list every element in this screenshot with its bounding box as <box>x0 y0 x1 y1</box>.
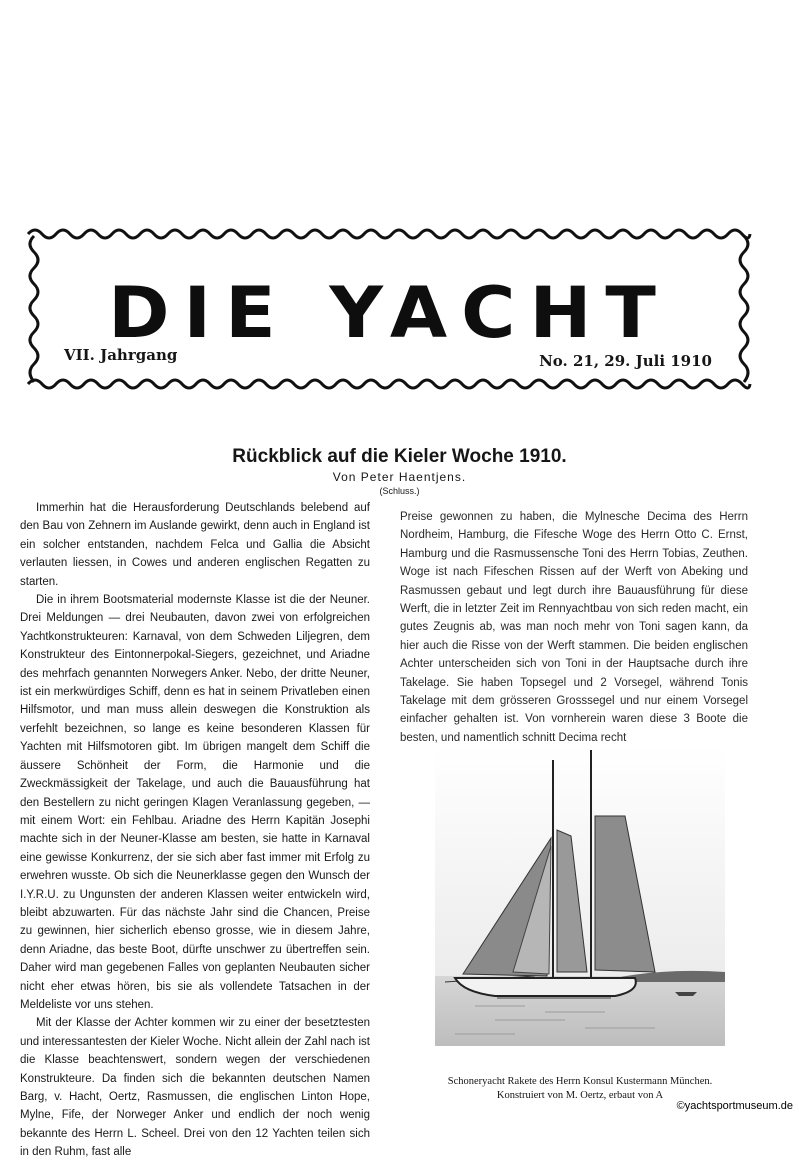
article-note: (Schluss.) <box>379 486 420 496</box>
watermark: ©yachtsportmuseum.de <box>676 1100 793 1112</box>
schooner-photo <box>435 746 725 1046</box>
paragraph: Preise gewonnen zu haben, die Mylnesche Decima des Herrn Nordheim, Hamburg, die Fifesche Woge des Herrn Otto C. Ernst, Hamburg und die Rasmussensche Toni des Herrn Tobias, Zeuthen. Woge ist nach Fifeschen Rissen auf der Werft von Abeking und Rasmussen gebaut und legt durch ihre Bauausführung für diese Werft, die in letzter Zeit im Rennyachtbau von sich reden macht, ein gutes Zeugnis ab, was man noch mehr von Toni sagen kann, da hier auch die Risse von der Werft stammen. Die beiden englischen Achter unterscheiden sich von Toni in der Hauptsache durch ihre Takelage. Sie haben Topsegel und 2 Vorsegel, während Tonis Takelage mit dem grösseren Grosssegel und nur einem Vorsegel einfacher gehalten ist. Von vornherein waren diese 3 Boote die besten, und namentlich schnitt Decima recht <box>400 511 748 744</box>
photo-caption-credit: Konstruiert von M. Oertz, erbaut von A <box>496 1090 664 1101</box>
masthead <box>26 224 752 394</box>
volume-label: VII. Jahrgang <box>64 346 178 364</box>
paragraph: Mit der Klasse der Achter kommen wir zu einer der besetztesten und interessantesten der Kieler Woche. Nicht allein der Zahl nach ist die Klasse beachtenswert, sondern wegen der verschiedenen Konstrukteure. Da finden sich die bekannten deutschen Namen Barg, v. Hacht, Oertz, Rasmussen, die englischen Linton Hope, Mylne, Fife, der Norweger Anker und endlich der noch wenig bekannte des Herrn L. Scheel. Drei von den 12 Yachten teilen sich in den Ruhm, fast alle <box>20 1017 370 1159</box>
article-title: Rückblick auf die Kieler Woche 1910. <box>232 446 567 467</box>
article-author: Von Peter Haentjens. <box>332 470 467 484</box>
paragraph: Immerhin hat die Herausforderung Deutschlands belebend auf den Bau von Zehnern im Auslande gewirkt, denn auch in England ist ein solcher entstanden, nachdem Felca und Gallia die Absicht verlauten liessen, in Cowes und anderen englischen Regatten zu starten. <box>20 502 370 588</box>
right-column <box>400 508 748 747</box>
left-column <box>20 499 370 1162</box>
issue-date: No. 21, 29. Juli 1910 <box>539 352 712 370</box>
journal-title: DIE YACHT <box>108 272 670 354</box>
photo-caption: Schoneryacht Rakete des Herrn Konsul Kustermann München. <box>447 1076 713 1087</box>
paragraph: Die in ihrem Bootsmaterial modernste Klasse ist die der Neuner. Drei Meldungen — drei Neubauten, davon zwei von erfolgreichen Yachtkonstrukteuren: Karnaval, von dem Schweden Liljegren, dem Konstrukteur des Eintonnerpokal-Siegers, gezeichnet, und Ariadne des mehrfach genannten Norwegers Anker. Nebo, der dritte Neuner, ist ein merkwürdiges Schiff, denn es hat in seinem Privatleben einen Hilfsmotor, und man muss allein deswegen die Konstruktion als verfehlt bezeichnen, so lange es keine besonderen Klassen für Yachten mit Hilfsmotoren gibt. Im übrigen mangelt dem Schiff die äussere Schönheit der Form, die Harmonie und die Zweckmässigkeit der Takelage, und auch die Bauausführung hat den Bestellern zu nicht geringen Klagen Veranlassung gegeben, — mit einem Wort: ein Fehlbau. Ariadne des Herrn Kapitän Josephi machte sich in der Neuner-Klasse am besten, sie hatte in Karnaval eine gewisse Konkurrenz, der sie sich aber fast immer mit Erfolg zu erwehren wusste. Ob sich die Neunerklasse gegen den Wunsch der I.Y.R.U. zu Ungunsten der anderen Klassen weiter entwickeln wird, bleibt abzuwarten. Für das nächste Jahr sind die Chancen, Preise zu gewinnen, hier sicherlich ebenso grosse, wie in diesem Jahre, denn Ariadne, das beste Boot, dürfte unschwer zu übertreffen sein. Daher wird man gegebenen Falles von geplanten Neubauten sicher nicht eher etwas hören, bis sie als vollendete Tatsachen in der Meldeliste vor uns stehen. <box>20 594 370 1011</box>
